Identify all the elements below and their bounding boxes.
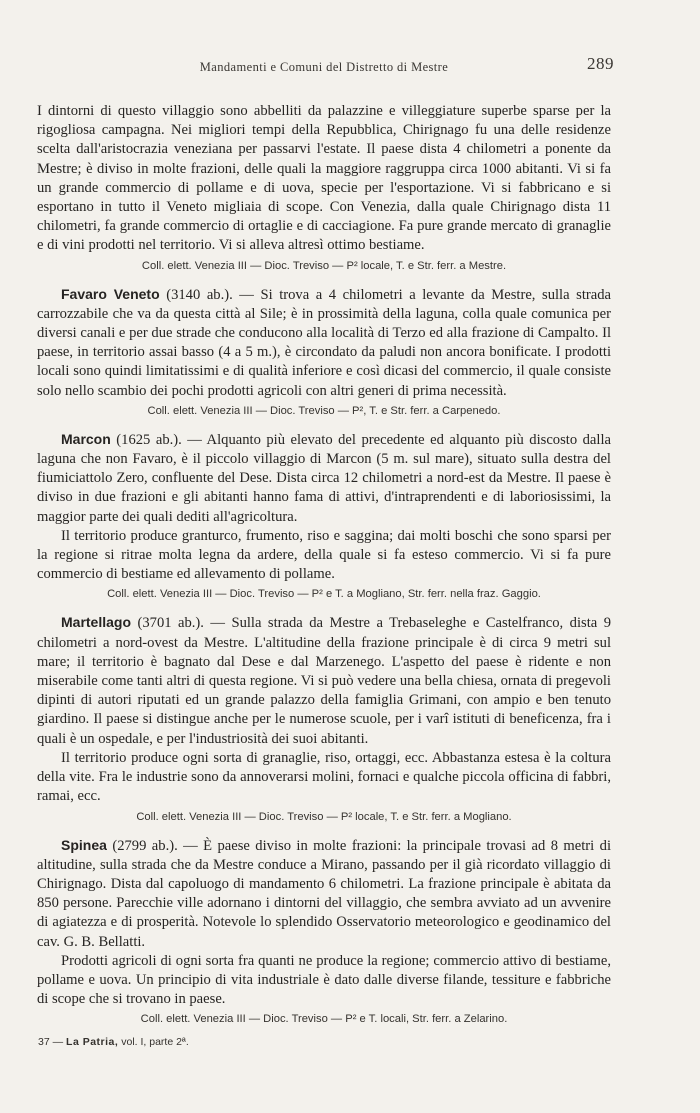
place-name: Marcon: [61, 430, 111, 447]
entry-paragraph: [37, 836, 611, 952]
entry-text: (2799 ab.). — È paese diviso in molte frazioni: la principale trovasi ad 8 metri di altitudine, sulla strada che da Mestre conduce a Mirano, passando per il già ricordato villaggio di Chirignago. Dista dal capoluogo di mandamento 6 chilometri. La frazione principale è abitata da 850 persone. Parecchie ville adornano i dintorni del villaggio, che sembra avviato ad un avvenire di agiatezza e di prosperità. Notevole lo splendido Osservatorio meteorologico e geodinamico del cav. G. B. Bellatti.: [37, 837, 611, 950]
running-head: [37, 54, 614, 80]
entry-paragraph: Il territorio produce ogni sorta di granaglie, riso, ortaggi, ecc. Abbastanza estesa è la coltura della vite. Fra le industrie sono da annoverarsi molini, fornaci e qualche piccola officina di fabbri, ramai, ecc.: [37, 749, 611, 805]
entry-martellago: [37, 613, 611, 825]
page-number: 289: [587, 54, 614, 73]
entry-paragraph: Prodotti agricoli di ogni sorta fra quanti ne produce la regione; commercio attivo di bestiame, pollame e uova. Un principio di vita industriale è dato dalle diverse filande, tessiture e fabbriche di scope che si trovano in paese.: [37, 952, 611, 1008]
signature-mark: 37 —: [38, 1036, 64, 1049]
work-title: La Patria,: [66, 1036, 119, 1049]
intro-section: [37, 102, 611, 275]
place-name: Favaro Veneto: [61, 285, 160, 302]
entry-note: Coll. elett. Venezia III — Dioc. Treviso — P² locale, T. e Str. ferr. a Mogliano.: [136, 810, 512, 823]
entry-note: Coll. elett. Venezia III — Dioc. Treviso — P², T. e Str. ferr. a Carpenedo.: [147, 404, 501, 417]
entry-marcon: [37, 430, 611, 604]
page-body: [37, 102, 611, 1048]
volume-details: vol. I, parte 2ª.: [121, 1036, 189, 1049]
entry-text: (3701 ab.). — Sulla strada da Mestre a Trebaseleghe e Castelfranco, dista 9 chilometri a nord-ovest da Mestre. L'altitudine della frazione principale è di circa 9 metri sul mare; il territorio è bagnato dal Dese e dal Marzenego. L'aspetto del paese è ridente e non miserabile come tanti altri di questa regione. Vi si può vedere una bella chiesa, ornata di pregevoli dipinti di autori riputati ed un grande palazzo della famiglia Grimani, con ampio e ben tenuto giardino. Il paese si distingue anche per le numerose scuole, per i varî istituti di beneficenza, fra i quali è un ospedale, e per l'industriosità dei suoi abitanti.: [37, 615, 611, 747]
entry-favaro-veneto: [37, 285, 611, 420]
entry-paragraph: [37, 430, 611, 527]
intro-paragraph: I dintorni di questo villaggio sono abbelliti da palazzine e villeggiature superbe sparse per la rigogliosa campagna. Nei migliori tempi della Repubblica, Chirignago fu una delle residenze scelta dall'aristocrazia veneziana per passarvi l'estate. Il paese dista 4 chilometri a ponente da Mestre; è diviso in molte frazioni, delle quali la maggiore raggruppa circa 1000 abitanti. Vi si fa un grande commercio di pollame e di uova, specie per l'esportazione. Vi si fabbricano e si esportano in tutto il Veneto migliaia di scope. Con Venezia, dalla quale Chirignago dista 11 chilometri, fa grande commercio di ortaglie e di cacciagione. Fa pure grande mercato di granaglie e di vini prodotti nel territorio. Vi si alleva altresì ottimo bestiame.: [37, 103, 611, 254]
entry-paragraph: Il territorio produce granturco, frumento, riso e saggina; dai molti boschi che sono sparsi per la regione si ritrae molta legna da ardere, della quale si fa esteso commercio. Vi si fa pure commercio di bestiame ed allevamento di pollame.: [37, 527, 611, 583]
place-name: Spinea: [61, 836, 107, 853]
running-head-title: Mandamenti e Comuni del Distretto di Mestre: [199, 60, 449, 74]
entry-text: (3140 ab.). — Si trova a 4 chilometri a levante da Mestre, sulla strada carrozzabile che va da questa città al Sile; è in prossimità della laguna, colla quale comunica per diversi canali e per due strade che conducono alla località di Terzo ed alla frazione di Campalto. Il paese, in territorio assai basso (4 a 5 m.), è circondato da paludi non ancora bonificate. I prodotti locali sono quindi limitatissimi e di qualità inferiore e così dicasi del commercio, il quale consiste solo nello scambio dei pochi prodotti agricoli con altri generi di prima necessità.: [37, 286, 611, 399]
intro-note: Coll. elett. Venezia III — Dioc. Treviso — P² locale, T. e Str. ferr. a Mestre.: [141, 259, 507, 272]
entry-note: Coll. elett. Venezia III — Dioc. Treviso — P² e T. a Mogliano, Str. ferr. nella fraz. Gaggio.: [107, 588, 541, 601]
entry-paragraph: [37, 285, 611, 401]
signature-line: [37, 1036, 611, 1048]
entry-note: Coll. elett. Venezia III — Dioc. Treviso — P² e T. locali, Str. ferr. a Zelarino.: [140, 1013, 508, 1026]
entry-paragraph: [37, 613, 611, 748]
place-name: Martellago: [61, 614, 132, 631]
entry-spinea: [37, 836, 611, 1029]
entry-text: (1625 ab.). — Alquanto più elevato del precedente ed alquanto più discosto dalla laguna che non Favaro, è il piccolo villaggio di Marcon (5 m. sul mare), situato sulla destra del fiumiciattolo Zero, confluente del Dese. Dista circa 12 chilometri a nord-est da Mestre. Il paese è diviso in due frazioni e gli abitanti hanno fama di attivi, d'intraprendenti e di laboriosissimi, la maggior parte dei quali dediti all'agricoltura.: [37, 431, 611, 525]
